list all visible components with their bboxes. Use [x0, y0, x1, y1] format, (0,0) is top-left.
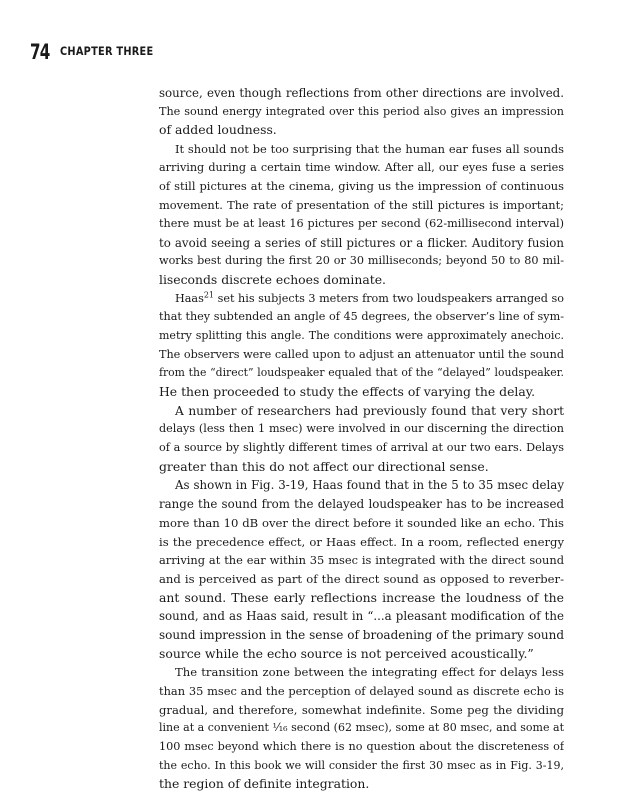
text-line: of a source by slightly different times of arrival at our two ears. Delays: [159, 441, 564, 455]
text-line: range the sound from the delayed loudspeaker has to be increased: [159, 497, 564, 512]
text-line: and is perceived as part of the direct sound as opposed to reverber-: [159, 571, 564, 586]
first-line-rest: set his subjects 3 meters from two loudspeakers arranged so: [217, 291, 564, 305]
text-line: sound impression in the sense of broadening of the primary sound: [159, 627, 564, 642]
text-line: more than 10 dB over the direct before it sounded like an echo. This: [159, 515, 564, 530]
body-text: [159, 84, 564, 794]
text-line: sound, and as Haas said, result in “...a pleasant modification of the: [159, 609, 564, 624]
text-line: A number of researchers had previously found that very short: [175, 403, 564, 418]
text-line: the region of definite integration.: [159, 776, 370, 792]
text-line: metry splitting this angle. The conditions were approximately anechoic.: [159, 328, 564, 342]
text-line: to avoid seeing a series of still pictures or a flicker. Auditory fusion: [159, 235, 564, 250]
paragraph: [159, 84, 564, 140]
chapter-label: CHAPTER THREE: [60, 44, 154, 58]
text-line: greater than this do not affect our directional sense.: [159, 458, 489, 474]
text-line: is the precedence effect, or Haas effect. In a room, reflected energy: [159, 534, 564, 549]
text-line: gradual, and therefore, somewhat indefinite. Some peg the dividing: [159, 702, 564, 717]
haas-ref-line: Haas$^{21}$ set his subjects 3 meters from two loudspeakers arranged so: [175, 289, 564, 305]
paragraph: [159, 663, 564, 794]
paragraph: [159, 402, 564, 477]
text-line: movement. The rate of presentation of the still pictures is important;: [159, 198, 564, 213]
text-line: ant sound. These early reflections increase the loudness of the: [159, 589, 564, 605]
text-line: It should not be too surprising that the human ear fuses all sounds: [175, 142, 564, 157]
text-line: liseconds discrete echoes dominate.: [159, 271, 386, 287]
text-line: The transition zone between the integrating effect for delays less: [175, 665, 564, 680]
text-line: from the “direct” loudspeaker equaled that of the “delayed” loudspeaker.: [159, 366, 564, 380]
text-line: The observers were called upon to adjust an attenuator until the sound: [159, 347, 564, 361]
text-line: of added loudness.: [159, 122, 277, 138]
text-line: that they subtended an angle of 45 degrees, the observer’s line of sym-: [159, 310, 564, 324]
text-line: works best during the first 20 or 30 milliseconds; beyond 50 to 80 mil-: [159, 254, 564, 268]
text-line: He then proceeded to study the effects of varying the delay.: [159, 384, 536, 399]
paragraph: [159, 140, 564, 290]
text-line: source while the echo source is not perceived acoustically.”: [159, 645, 534, 661]
text-line: [159, 290, 564, 309]
text-line: than 35 msec and the perception of delayed sound as discrete echo is: [159, 684, 564, 698]
paragraph: [159, 290, 564, 402]
text-line: there must be at least 16 pictures per second (62-millisecond interval): [159, 216, 564, 230]
text-line: The sound energy integrated over this period also gives an impression: [159, 104, 564, 118]
paragraph: [159, 476, 564, 663]
text-line: the echo. In this book we will consider the first 30 msec as in Fig. 3-19,: [159, 758, 564, 772]
text-line: of still pictures at the cinema, giving us the impression of continuous: [159, 179, 564, 194]
footnote-ref: 21: [203, 289, 215, 299]
text-line: 100 msec beyond which there is no question about the discreteness of: [159, 740, 564, 754]
page-number: 74: [30, 40, 50, 64]
text-line: delays (less then 1 msec) were involved in our discerning the direction: [159, 422, 564, 436]
text-line: source, even though reflections from other directions are involved.: [159, 86, 564, 100]
text-line: line at a convenient ¹⁄₁₆ second (62 msec), some at 80 msec, and some at: [159, 721, 564, 735]
text-line: arriving during a certain time window. After all, our eyes fuse a series: [159, 160, 564, 174]
text-line: arriving at the ear within 35 msec is integrated with the direct sound: [159, 553, 564, 568]
text-line: As shown in Fig. 3-19, Haas found that in the 5 to 35 msec delay: [175, 478, 564, 493]
